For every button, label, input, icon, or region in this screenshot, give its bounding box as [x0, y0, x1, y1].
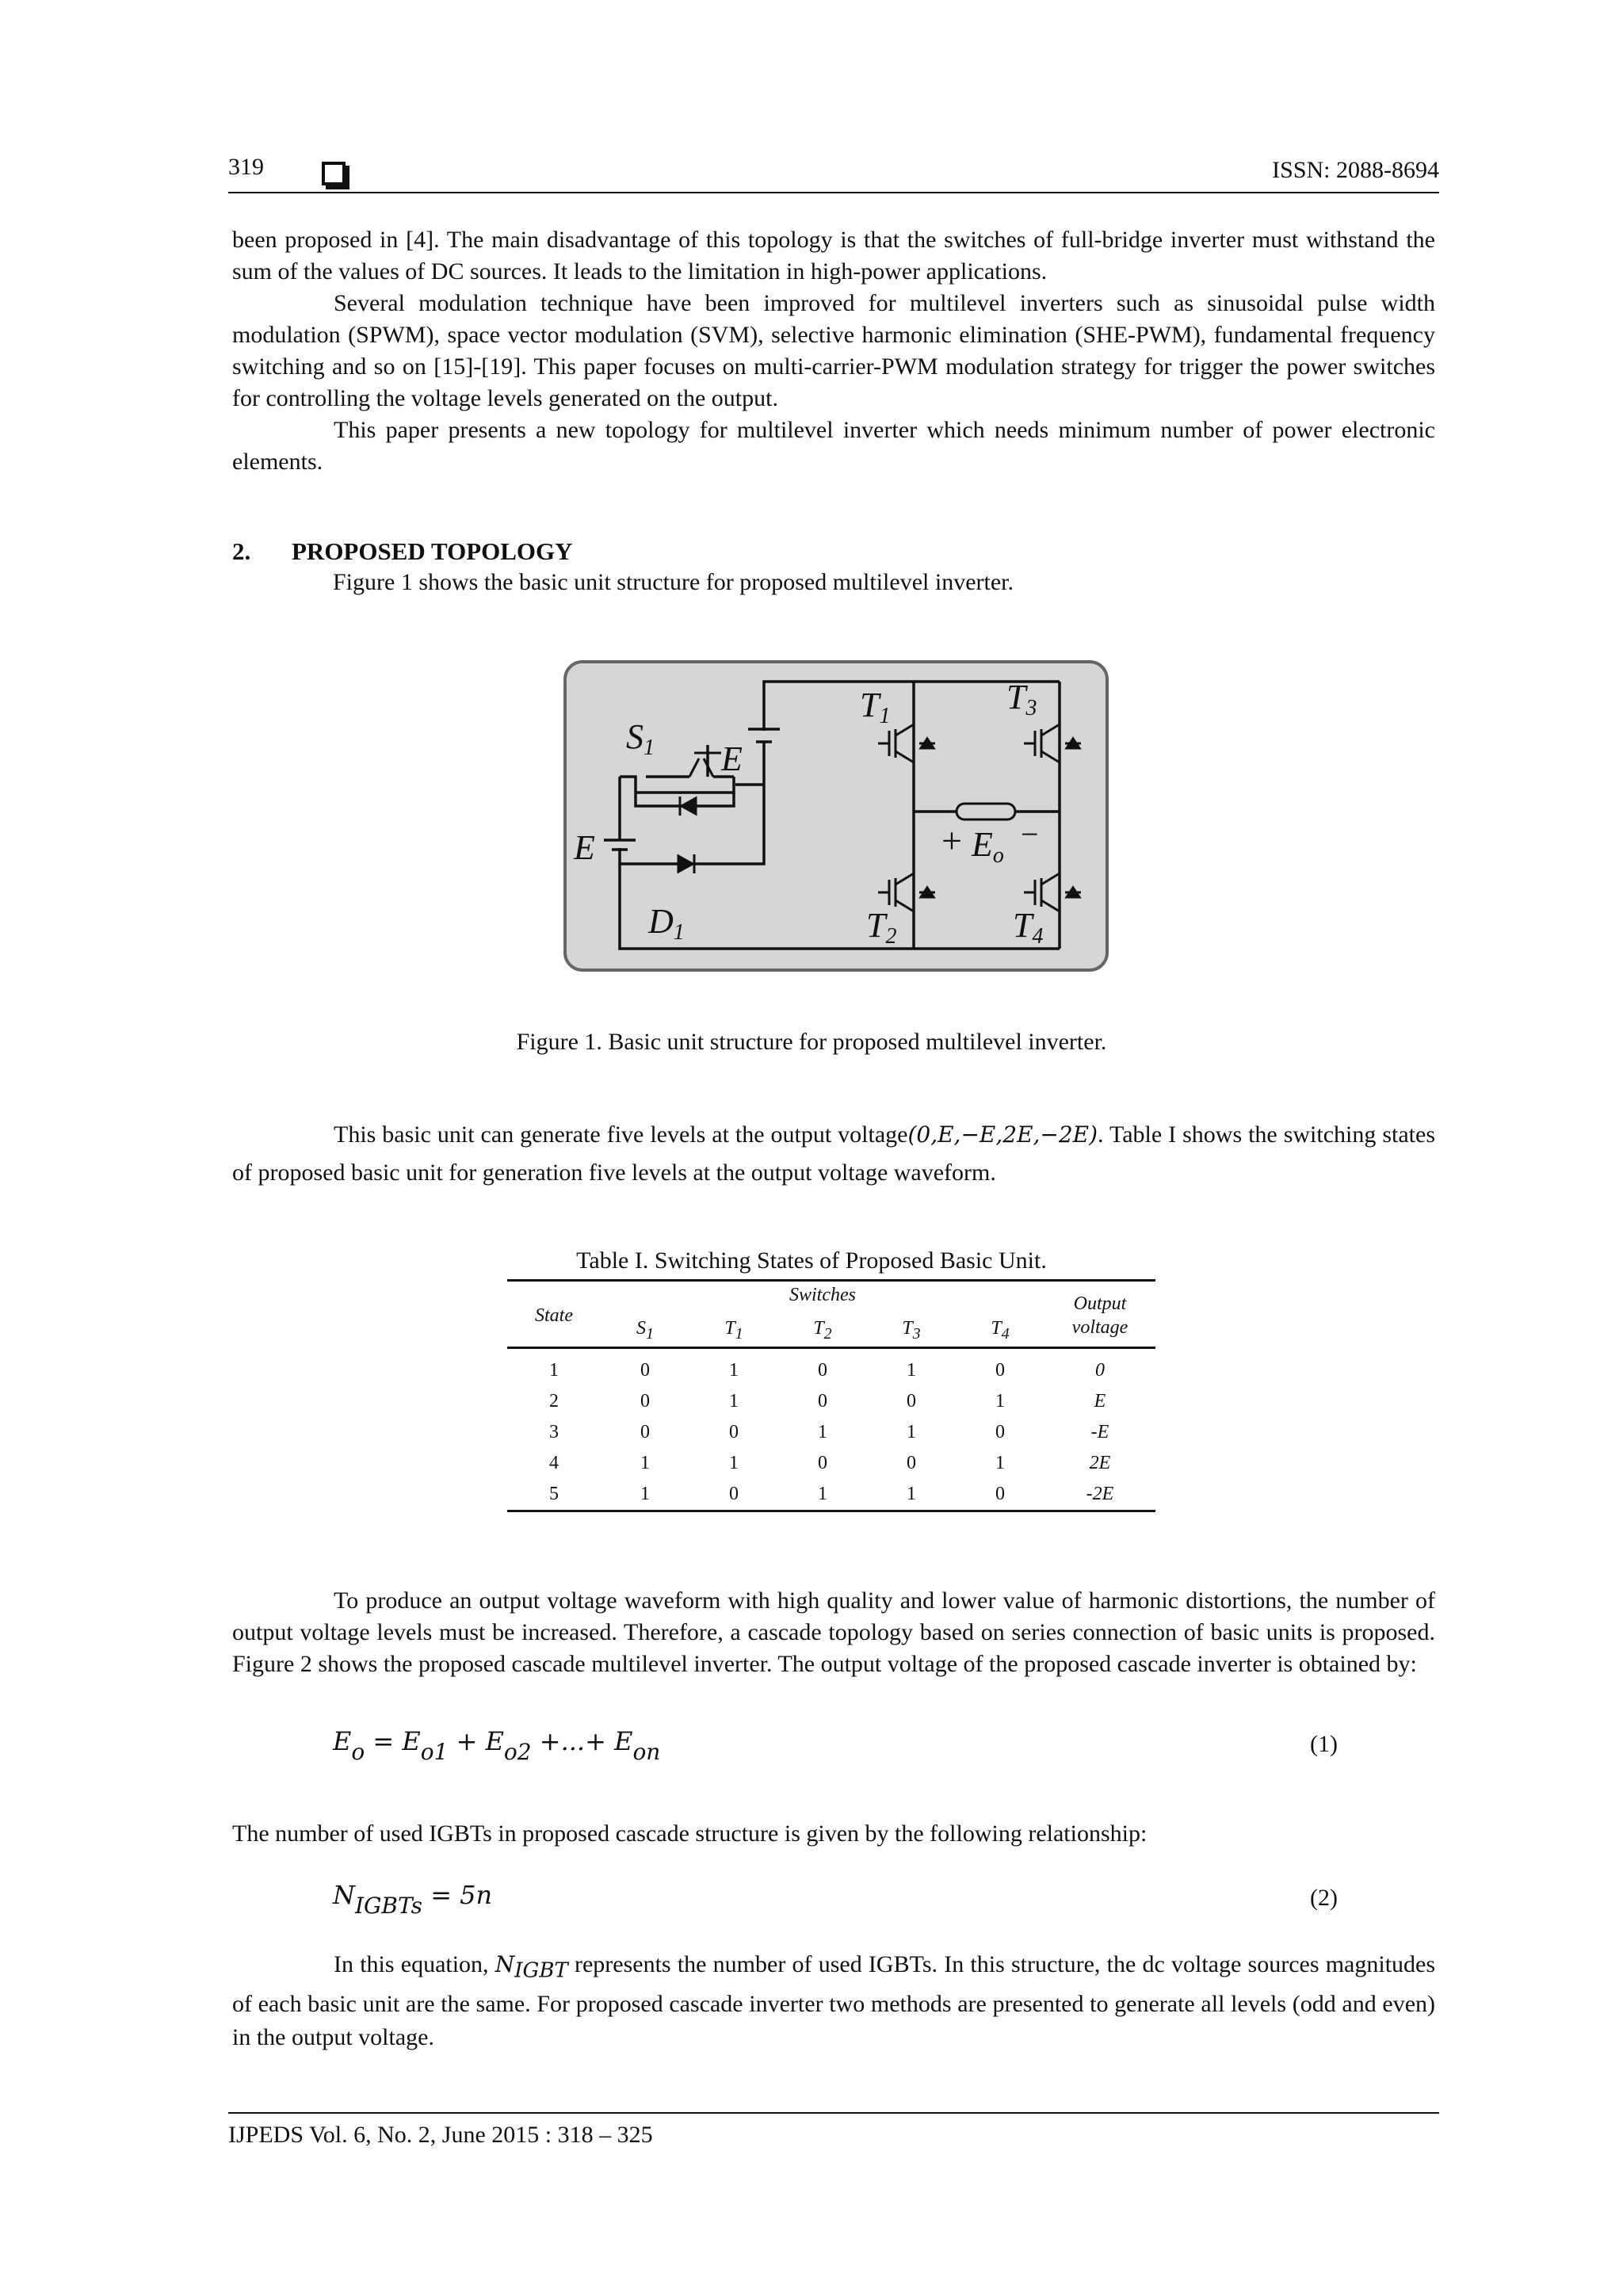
issn-label: ISSN: 2088-8694: [1272, 157, 1439, 183]
cell-t3: 0: [907, 1391, 916, 1412]
paragraph-cascade: To produce an output voltage waveform with high quality and lower value of harmonic distortions, the number of output voltage levels must be increased. Therefore, a cascade topology based on series connection of basic units is proposed. Figure 2 shows the proposed cascade multilevel inverter. The output voltage of the proposed cascade inverter is obtained by:: [232, 1587, 1435, 1677]
equation-1-number: (1): [1310, 1731, 1338, 1757]
switch-header-t1: $T_1$: [689, 1315, 778, 1348]
label-t4: T4: [1013, 906, 1044, 949]
cell-t1: 0: [729, 1422, 739, 1442]
label-eo-plus: +: [941, 820, 962, 861]
cell-t3: 1: [907, 1484, 916, 1504]
equation-1: $E_o = E_{o1} + E_{o2}$ +...+ $E_{on}$: [333, 1726, 661, 1765]
cell-t4: 0: [995, 1360, 1005, 1381]
levels-text-after: . Table I shows the switching states of proposed basic unit for generation five levels at the output voltage waveform.: [232, 1121, 1435, 1186]
levels-math: (0,E,−E,2E,−2E): [907, 1121, 1098, 1148]
paragraph-levels: [232, 1116, 1435, 1192]
cell-output: 2E: [1089, 1453, 1111, 1473]
label-e-left: E: [574, 828, 595, 867]
label-d1: D1: [648, 902, 685, 945]
switch-header-t4: $T_4$: [956, 1315, 1044, 1348]
cell-t4: 1: [995, 1391, 1005, 1412]
cell-t3: 0: [907, 1453, 916, 1473]
cell-state: 4: [549, 1453, 559, 1473]
switch-header-t2: $T_2$: [778, 1315, 867, 1348]
cell-output: E: [1094, 1391, 1106, 1412]
cell-t4: 0: [995, 1484, 1005, 1504]
cell-output: -E: [1090, 1422, 1109, 1442]
paragraph-final: In this equation, $N_{IGBT}$ represents the number of used IGBTs. In this structure, the dc voltage sources magnitudes of each basic unit are the same. For proposed cascade inverter two methods are presented to generate all levels (odd and even) in the output voltage.: [232, 1951, 1436, 2050]
label-t1: T1: [860, 686, 891, 728]
cell-state: 2: [549, 1391, 559, 1412]
cell-t1: 0: [729, 1484, 739, 1504]
label-eo: Eo: [972, 825, 1004, 868]
switches-header: Switches: [789, 1285, 856, 1305]
cell-output: 0: [1095, 1360, 1105, 1381]
section-title: PROPOSED TOPOLOGY: [292, 537, 573, 565]
cell-t1: 1: [729, 1391, 739, 1412]
table-header-row-1: [507, 1281, 1155, 1316]
section-heading: [232, 537, 573, 566]
paragraph-igbt-count: The number of used IGBTs in proposed cascade structure is given by the following relationship:: [232, 1820, 1148, 1847]
switch-header-s1: $S_1$: [601, 1315, 689, 1348]
label-t2: T2: [866, 906, 897, 949]
square-bullet-icon: [322, 162, 346, 185]
switch-header-t3: $T_3$: [867, 1315, 956, 1348]
table-row: [507, 1479, 1155, 1511]
intro-paragraph-2: Several modulation technique have been improved for multilevel inverters such as sinusoidal pulse width modulation (SPWM), space vector modulation (SVM), selective harmonic elimination (SHE-PWM), fundamental frequency switching and so on [15]-[19]. This paper focuses on multi-carrier-PWM modulation strategy for trigger the power switches for controlling the voltage levels generated on the output.: [232, 290, 1435, 411]
figure-1-circuit: [563, 659, 1109, 972]
label-e-top: E: [721, 739, 743, 778]
cell-t2: 1: [818, 1422, 827, 1442]
page-footer: IJPEDS Vol. 6, No. 2, June 2015 : 318 – 325: [228, 2112, 1439, 2149]
cell-s1: 0: [640, 1422, 650, 1442]
cell-t2: 1: [818, 1484, 827, 1504]
intro-text: [232, 224, 1435, 478]
table-row: [507, 1348, 1155, 1387]
cell-s1: 1: [640, 1484, 650, 1504]
label-t3: T3: [1006, 678, 1037, 720]
equation-2: $N_{IGBTs} = 5n$: [333, 1880, 493, 1919]
section-number: 2.: [232, 537, 251, 565]
figure-1-caption: Figure 1. Basic unit structure for proposed multilevel inverter.: [516, 1029, 1107, 1055]
cell-t2: 0: [818, 1453, 827, 1473]
cell-t3: 1: [907, 1360, 916, 1381]
nigbt-symbol: $N_{IGBT}$: [495, 1951, 568, 1983]
table-1-caption: Table I. Switching States of Proposed Basic Unit.: [576, 1247, 1047, 1274]
equation-2-number: (2): [1310, 1885, 1338, 1911]
cell-s1: 0: [640, 1391, 650, 1412]
cell-t4: 1: [995, 1453, 1005, 1473]
table-row: [507, 1386, 1155, 1417]
section-lead: Figure 1 shows the basic unit structure for proposed multilevel inverter.: [333, 569, 1014, 595]
levels-text-before: This basic unit can generate five levels at the output voltage: [334, 1121, 908, 1148]
cell-t3: 1: [907, 1422, 916, 1442]
page-header: [228, 151, 1439, 193]
intro-paragraph-3: This paper presents a new topology for multilevel inverter which needs minimum number of power electronic elements.: [232, 417, 1435, 475]
cell-t2: 0: [818, 1360, 827, 1381]
table-row: [507, 1417, 1155, 1448]
cell-output: -2E: [1086, 1484, 1114, 1504]
page-number: 319: [228, 154, 264, 180]
cell-state: 5: [549, 1484, 559, 1504]
cell-t4: 0: [995, 1422, 1005, 1442]
table-row: [507, 1448, 1155, 1479]
label-s1: S1: [626, 717, 655, 760]
cell-s1: 0: [640, 1360, 650, 1381]
state-header: State: [507, 1281, 601, 1348]
cell-state: 3: [549, 1422, 559, 1442]
cell-t1: 1: [729, 1360, 739, 1381]
cell-s1: 1: [640, 1453, 650, 1473]
intro-paragraph-1: been proposed in [4]. The main disadvantage of this topology is that the switches of full-bridge inverter must withstand the sum of the values of DC sources. It leads to the limitation in high-power applications.: [232, 227, 1435, 285]
cell-t1: 1: [729, 1453, 739, 1473]
cell-t2: 0: [818, 1391, 827, 1412]
cell-state: 1: [549, 1360, 559, 1381]
label-eo-minus: −: [1021, 816, 1039, 852]
switching-states-table: [507, 1279, 1155, 1512]
output-voltage-header: Output voltage: [1044, 1281, 1155, 1348]
